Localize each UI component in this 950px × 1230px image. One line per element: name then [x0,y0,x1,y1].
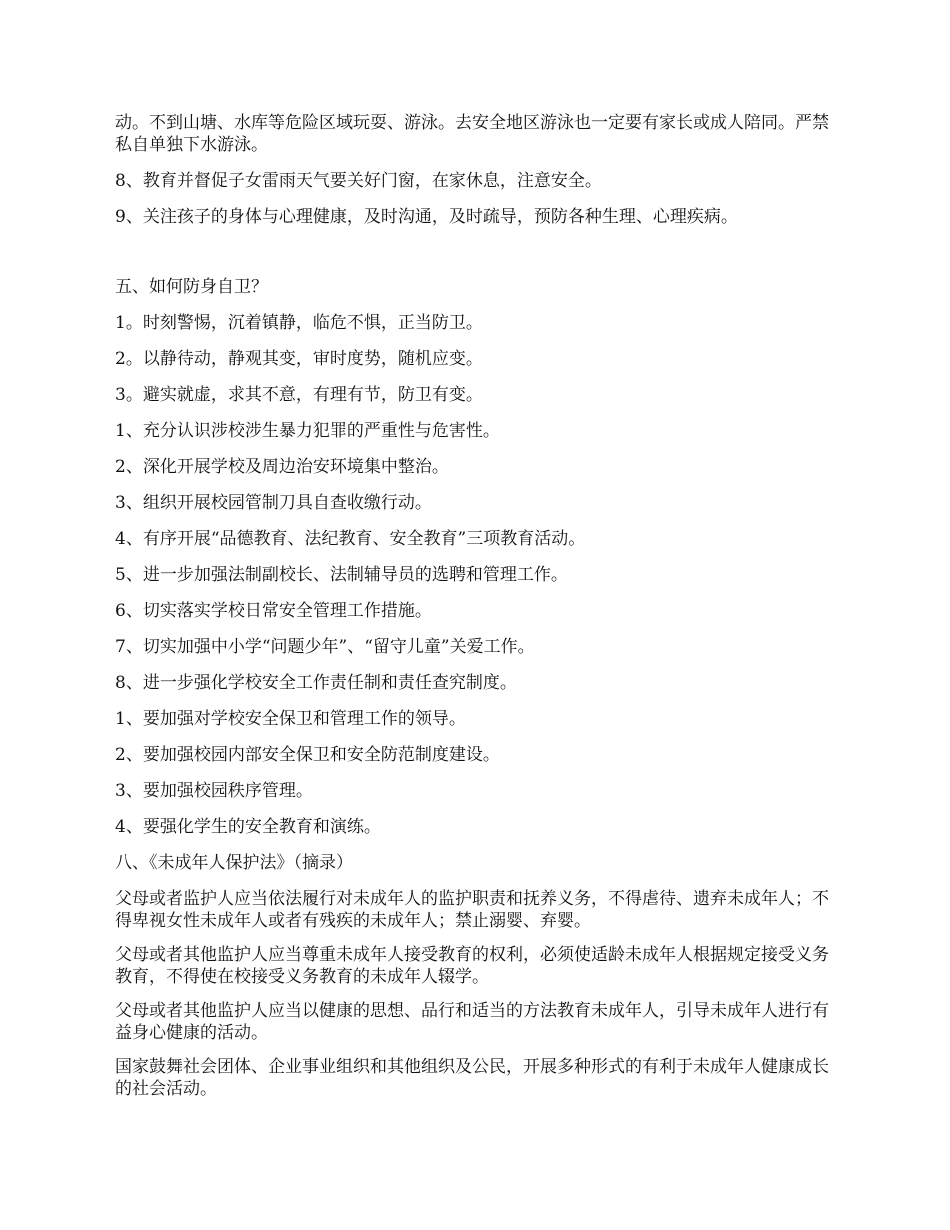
paragraph-defense-1: 1。时刻警惕，沉着镇静，临危不惧，正当防卫。 [115,313,483,333]
paragraph-measure-1: 1、充分认识涉校涉生暴力犯罪的严重性与危害性。 [115,421,500,441]
paragraph-law-social-activities: 国家鼓舞社会团体、企业事业组织和其他组织及公民，开展多种形式的有利于未成年人健康成长的社会活动。 [115,1057,829,1099]
section-heading-self-defense: 五、如何防身自卫？ [115,277,268,297]
paragraph-defense-3: 3。避实就虚，求其不意，有理有节，防卫有变。 [115,385,483,405]
paragraph-requirement-1: 1、要加强对学校安全保卫和管理工作的领导。 [115,709,466,729]
section-heading-minor-protection-law: 八、《未成年人保护法》（摘录） [115,853,353,873]
document-page [115,112,843,1100]
paragraph-item-8-thunderstorm: 8、教育并督促子女雷雨天气要关好门窗，在家休息，注意安全。 [115,171,602,191]
paragraph-measure-2: 2、深化开展学校及周边治安环境集中整治。 [115,457,449,477]
paragraph-measure-4: 4、有序开展“品德教育、法纪教育、安全教育”三项教育活动。 [115,529,586,549]
paragraph-swimming-safety: 动。不到山塘、水库等危险区域玩耍、游泳。去安全地区游泳也一定要有家长或成人陪同。严禁私自单独下水游泳。 [115,113,829,155]
paragraph-defense-2: 2。以静待动，静观其变，审时度势，随机应变。 [115,349,483,369]
paragraph-measure-8: 8、进一步强化学校安全工作责任制和责任查究制度。 [115,673,517,693]
paragraph-measure-5: 5、进一步加强法制副校长、法制辅导员的选聘和管理工作。 [115,565,568,585]
paragraph-measure-6: 6、切实落实学校日常安全管理工作措施。 [115,601,432,621]
paragraph-item-9-health: 9、关注孩子的身体与心理健康，及时沟通，及时疏导，预防各种生理、心理疾病。 [115,207,738,227]
paragraph-requirement-4: 4、要强化学生的安全教育和演练。 [115,817,381,837]
paragraph-law-healthy-education: 父母或者其他监护人应当以健康的思想、品行和适当的方法教育未成年人，引导未成年人进行有益身心健康的活动。 [115,1001,829,1043]
paragraph-requirement-3: 3、要加强校园秩序管理。 [115,781,313,801]
paragraph-law-education-right: 父母或者其他监护人应当尊重未成年人接受教育的权利，必须使适龄未成年人根据规定接受义务教育，不得使在校接受义务教育的未成年人辍学。 [115,945,829,987]
paragraph-measure-3: 3、组织开展校园管制刀具自查收缴行动。 [115,493,432,513]
paragraph-requirement-2: 2、要加强校园内部安全保卫和安全防范制度建设。 [115,745,500,765]
paragraph-law-guardian-duty: 父母或者监护人应当依法履行对未成年人的监护职责和抚养义务，不得虐待、遗弃未成年人；不得卑视女性未成年人或者有残疾的未成年人；禁止溺婴、弃婴。 [115,889,829,931]
paragraph-measure-7: 7、切实加强中小学“问题少年”、“留守儿童”关爱工作。 [115,637,535,657]
